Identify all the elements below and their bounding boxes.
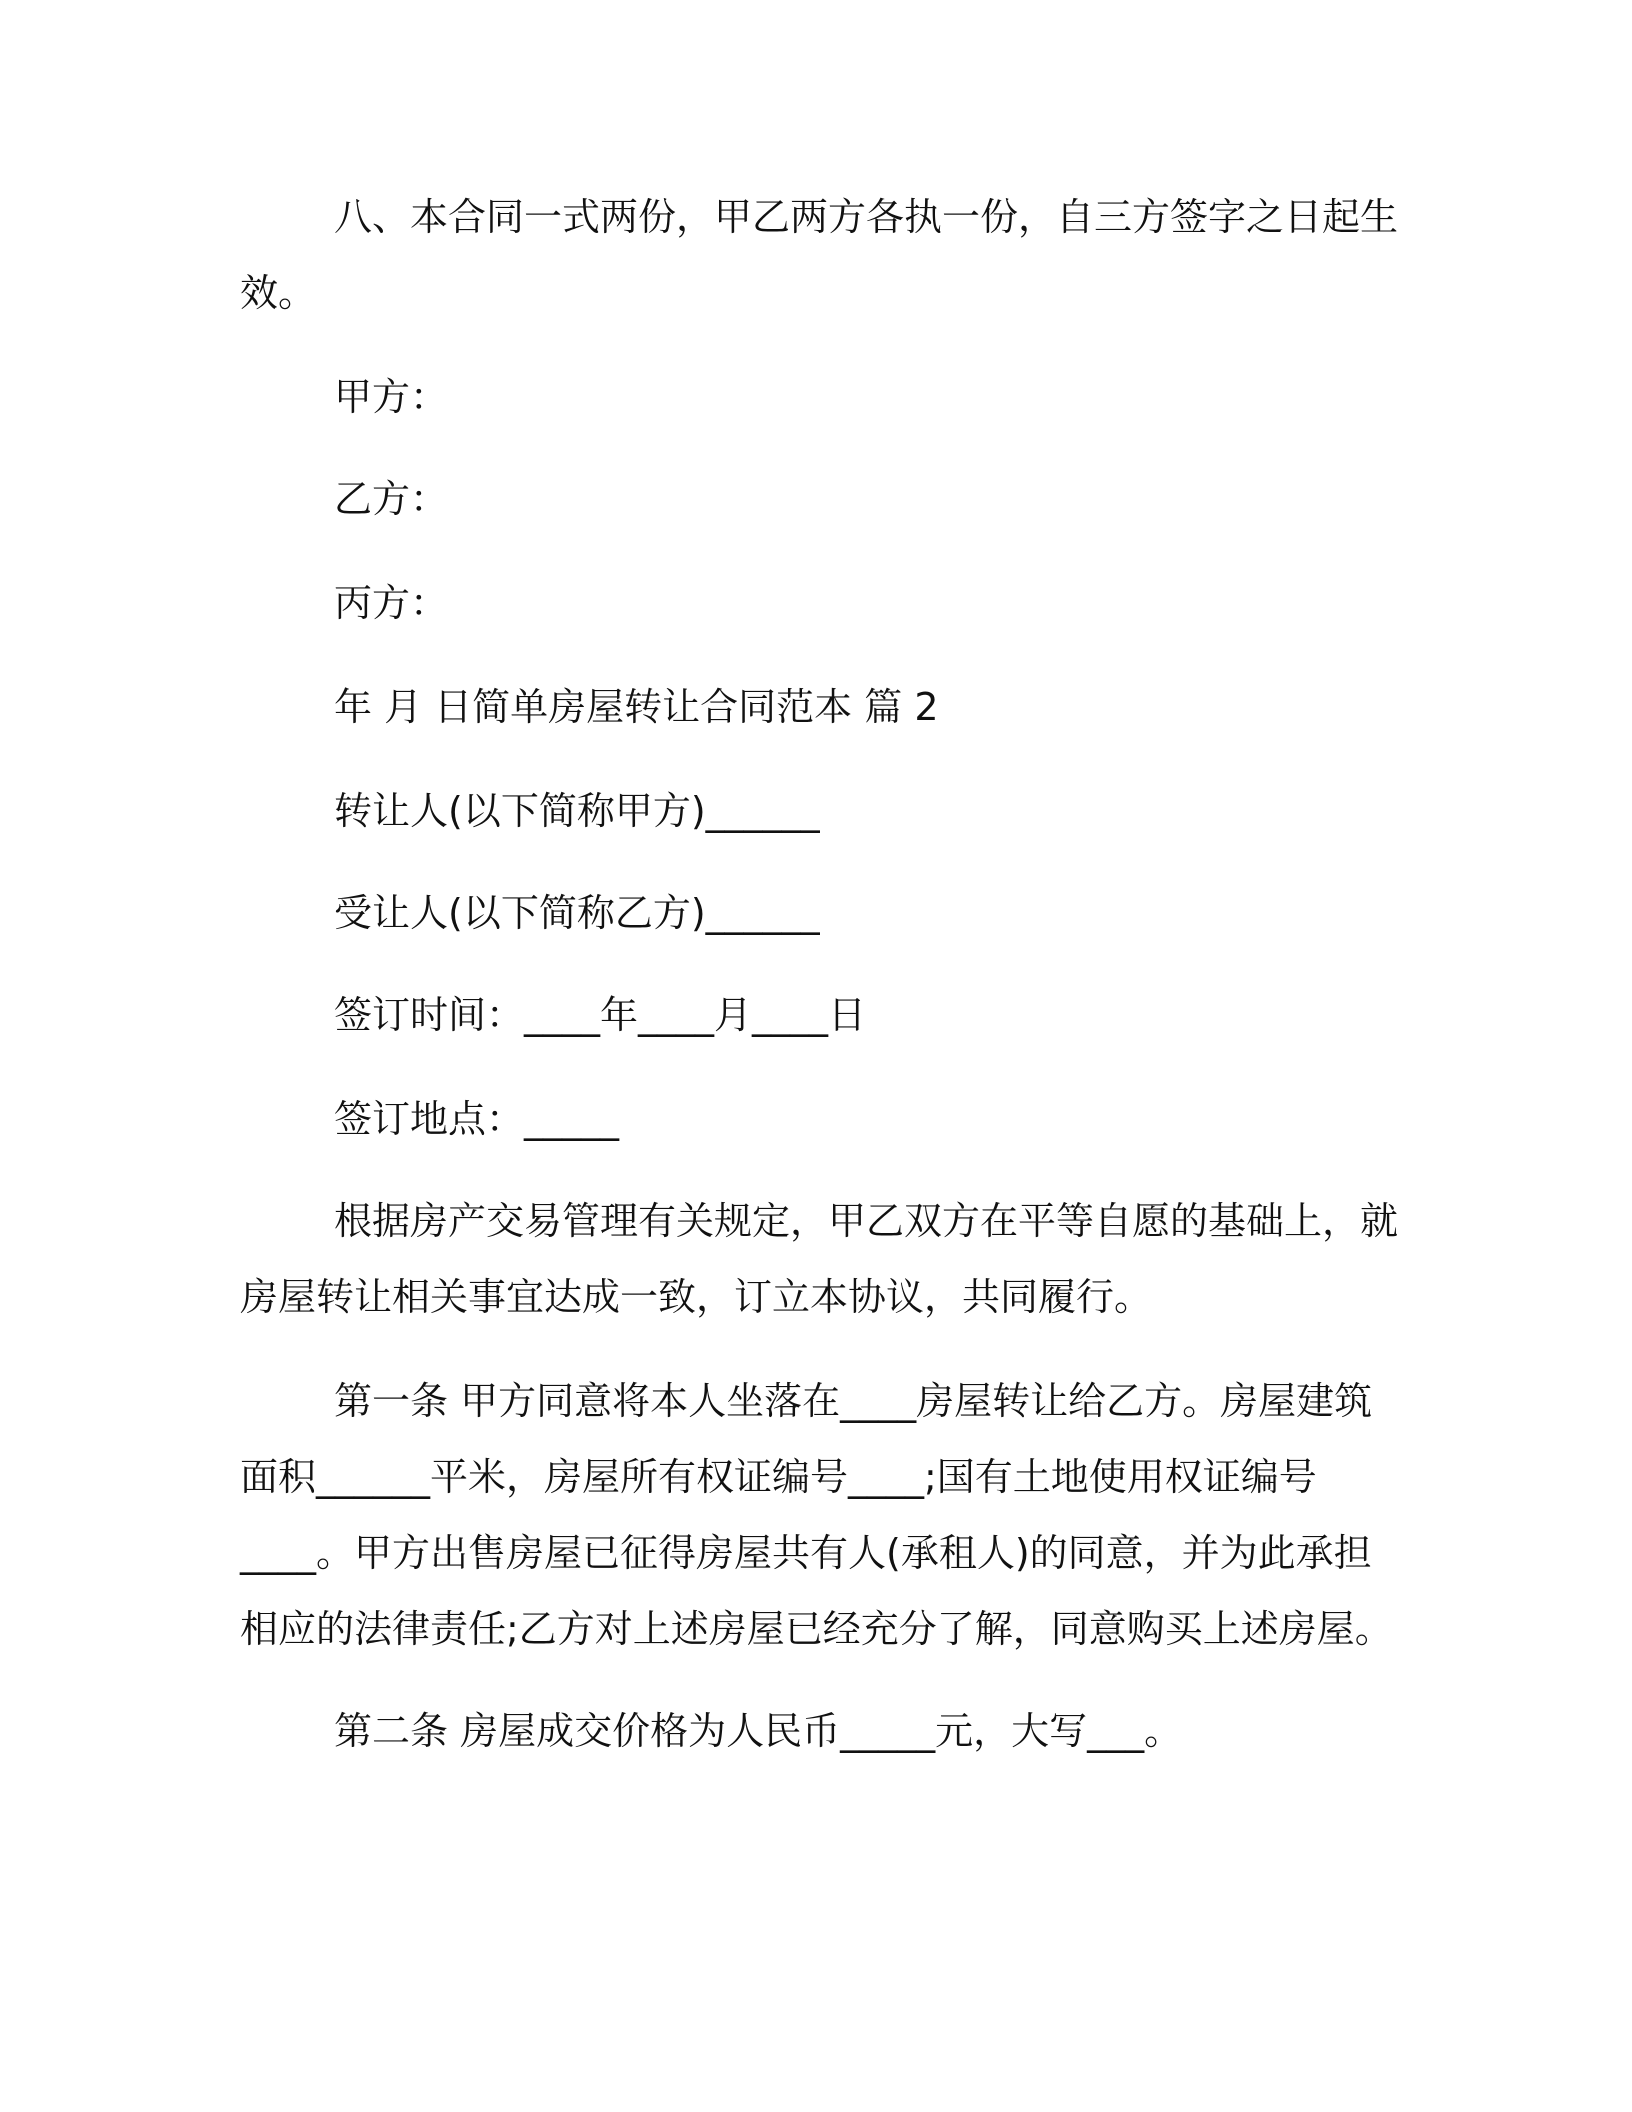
- party-a-signature-label: 甲方：: [334, 375, 449, 419]
- article-one-line-1: 第一条 甲方同意将本人坐落在____房屋转让给乙方。房屋建筑: [334, 1379, 1373, 1423]
- article-two-line-1: 第二条 房屋成交价格为人民币_____元，大写___。: [334, 1709, 1183, 1753]
- preamble-line-1: 根据房产交易管理有关规定，甲乙双方在平等自愿的基础上，就: [334, 1199, 1399, 1243]
- party-b-signature-label: 乙方：: [334, 477, 449, 521]
- party-c-signature-label: 丙方：: [334, 581, 449, 625]
- transferor-field: 转让人(以下简称甲方)______: [334, 789, 820, 833]
- clause-eight-line-2: 效。: [240, 271, 317, 315]
- article-one-line-2: 面积______平米，房屋所有权证编号____;国有土地使用权证编号: [240, 1455, 1317, 1499]
- transferee-field: 受让人(以下简称乙方)______: [334, 891, 820, 935]
- article-one-line-3: ____。甲方出售房屋已征得房屋共有人(承租人)的同意，并为此承担: [240, 1531, 1372, 1575]
- clause-eight-line-1: 八、本合同一式两份，甲乙两方各执一份，自三方签字之日起生: [334, 195, 1399, 239]
- signing-place-field: 签订地点：_____: [334, 1097, 620, 1141]
- article-one-line-4: 相应的法律责任;乙方对上述房屋已经充分了解，同意购买上述房屋。: [240, 1607, 1393, 1651]
- signing-date-field: 签订时间：____年____月____日: [334, 993, 867, 1037]
- preamble-line-2: 房屋转让相关事宜达成一致，订立本协议，共同履行。: [240, 1275, 1153, 1319]
- section-heading: 年 月 日简单房屋转让合同范本 篇 2: [334, 685, 939, 729]
